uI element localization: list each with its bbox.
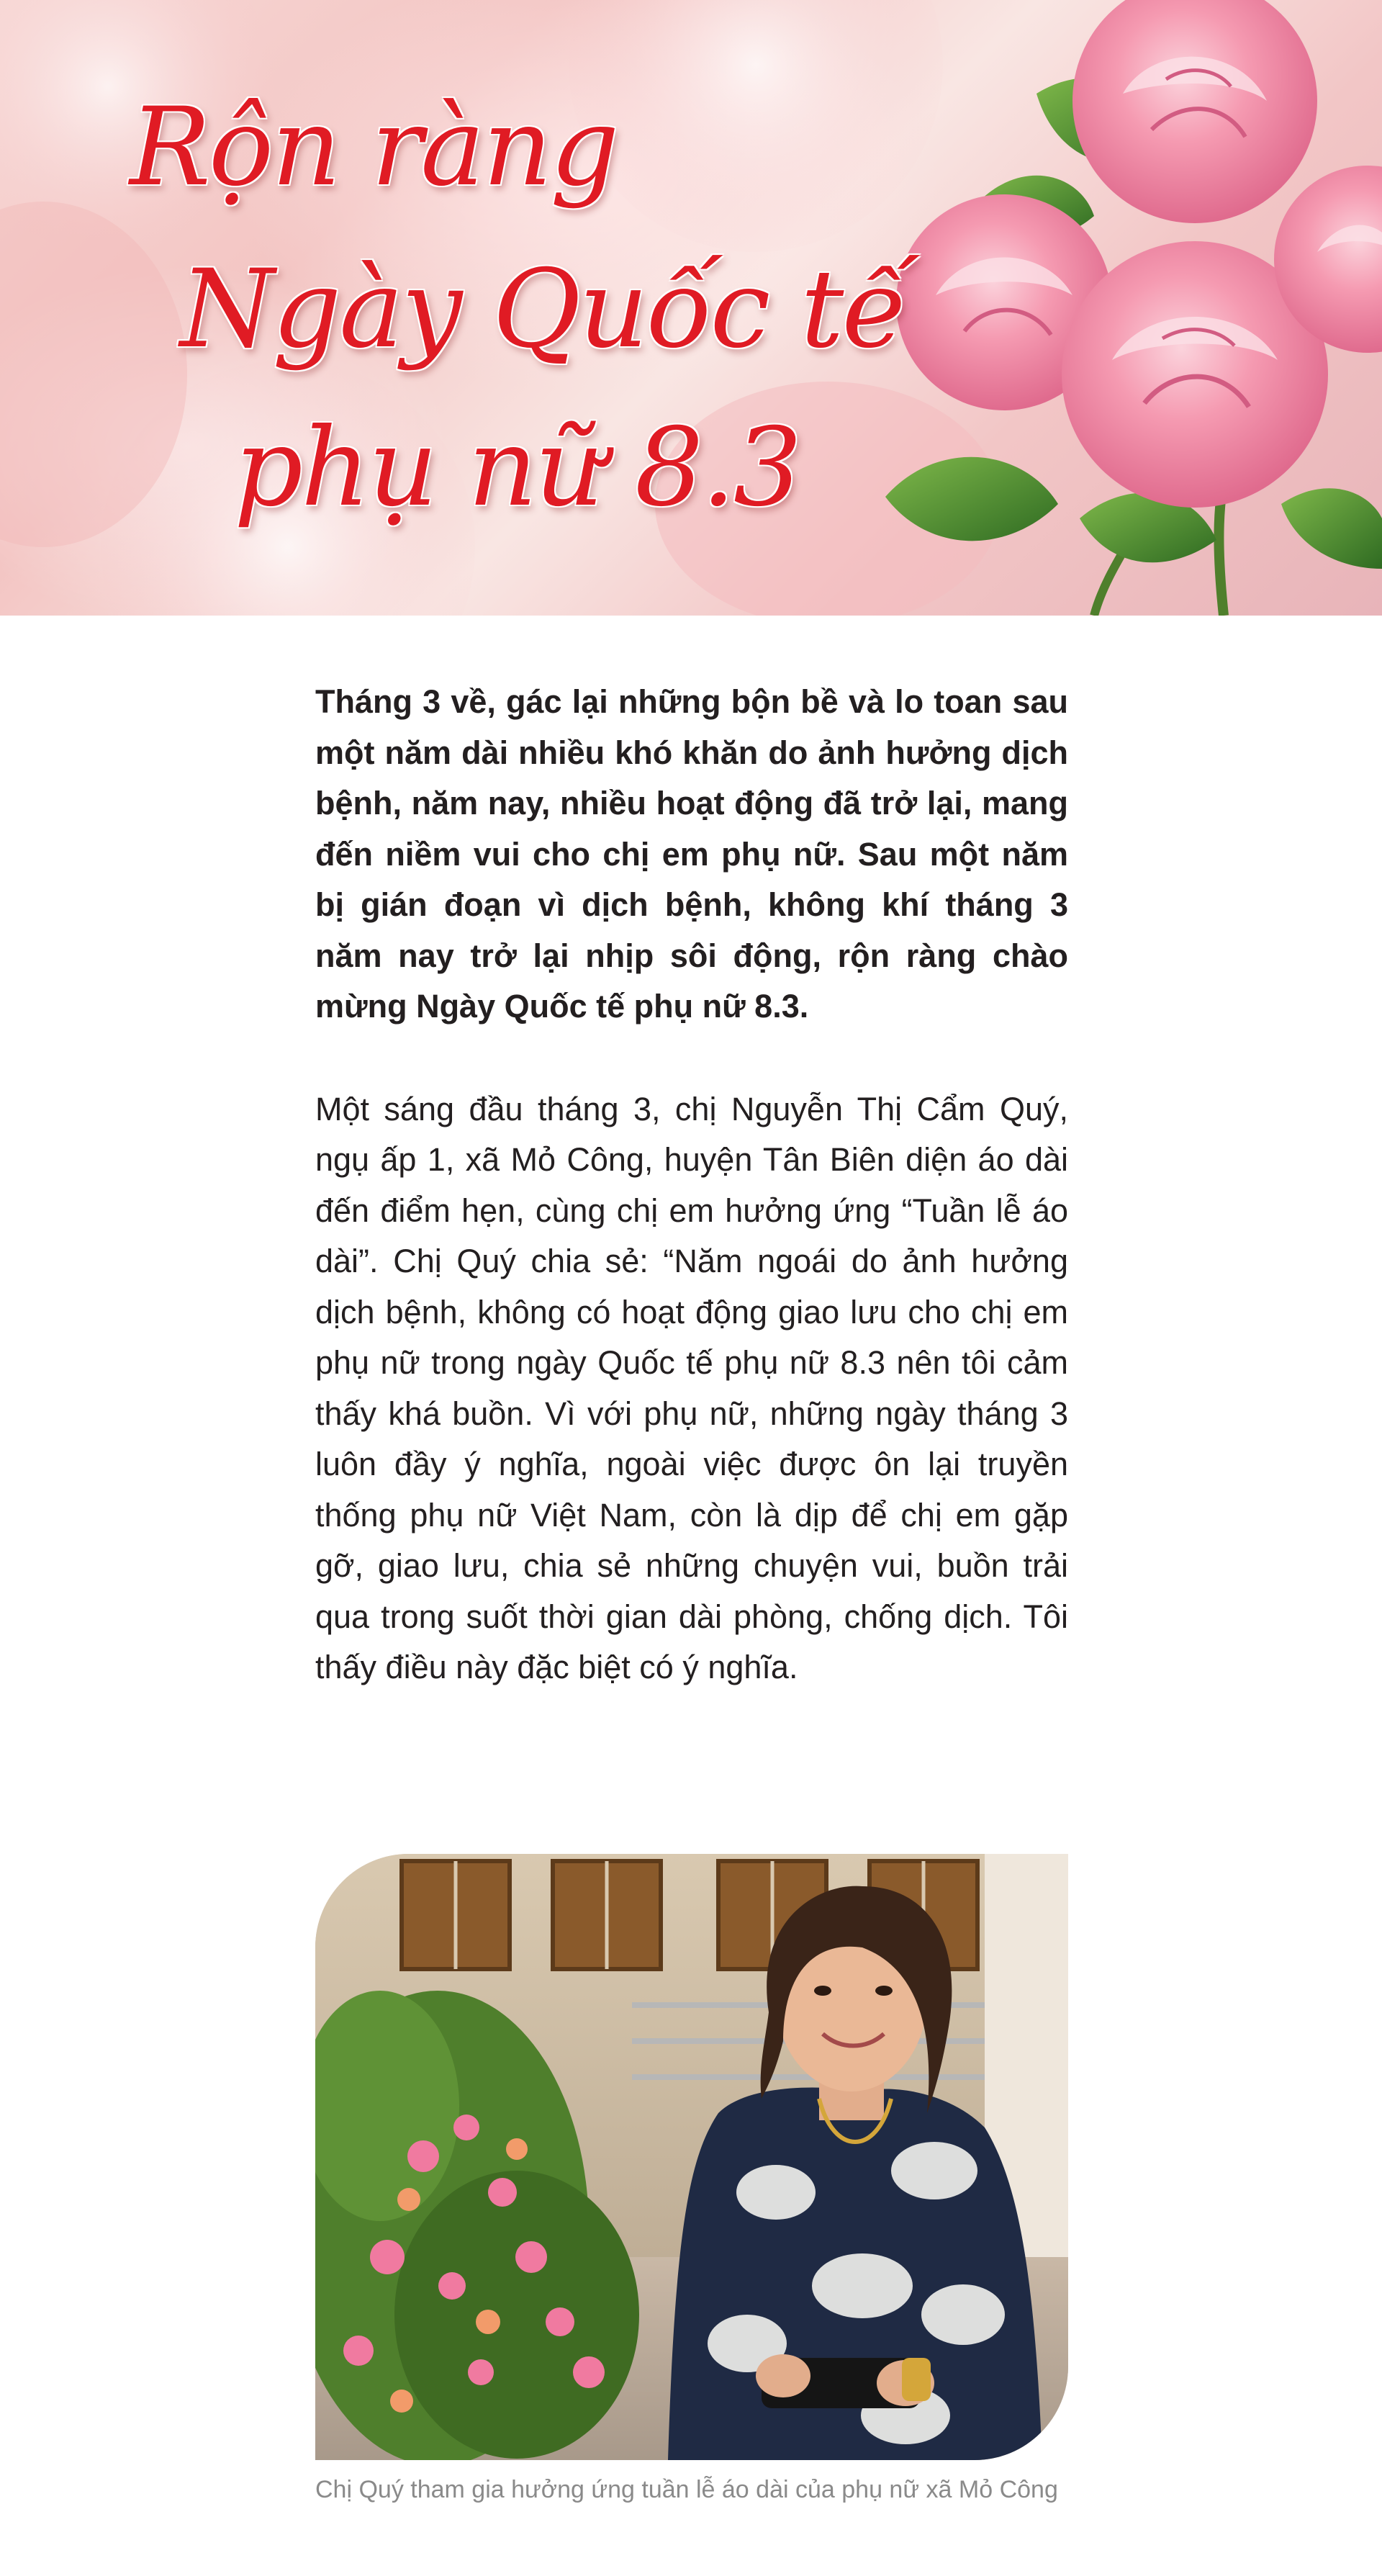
banner-title	[0, 0, 1382, 616]
article-photo	[315, 1854, 1068, 2460]
title-line-3: phụ nữ 8.3	[234, 405, 800, 531]
body-paragraph: Một sáng đầu tháng 3, chị Nguyễn Thị Cẩm Quý, ngụ ấp 1, xã Mỏ Công, huyện Tân Biên diện áo dài đến điểm hẹn, cùng chị em hưởng ứng “Tuần lễ áo dài”. Chị Quý chia sẻ: “Năm ngoái do ảnh hưởng dịch bệnh, không có hoạt động giao lưu cho chị em phụ nữ trong ngày Quốc tế phụ nữ 8.3 nên tôi cảm thấy khá buồn. Vì với phụ nữ, những ngày tháng 3 luôn đầy ý nghĩa, ngoài việc được ôn lại truyền thống phụ nữ Việt Nam, còn là dịp để chị em gặp gỡ, giao lưu, chia sẻ những chuyện vui, buồn trải qua trong suốt thời gian dài phòng, chống dịch. Tôi thấy điều này đặc biệt có ý nghĩa.	[315, 1090, 1068, 1685]
banner	[0, 0, 1382, 616]
photo-caption: Chị Quý tham gia hưởng ứng tuần lễ áo dài của phụ nữ xã Mỏ Công	[315, 2476, 1058, 2503]
woman-portrait-illustration	[315, 1854, 1068, 2460]
lead-paragraph: Tháng 3 về, gác lại những bộn bề và lo toan sau một năm dài nhiều khó khăn do ảnh hưởng dịch bệnh, năm nay, nhiều hoạt động đã trở lại, mang đến niềm vui cho chị em phụ nữ. Sau một năm bị gián đoạn vì dịch bệnh, không khí tháng 3 năm nay trở lại nhịp sôi động, rộn ràng chào mừng Ngày Quốc tế phụ nữ 8.3.	[315, 683, 1068, 1024]
title-line-2: Ngày Quốc tế	[180, 247, 906, 372]
article	[315, 677, 1068, 1693]
title-line-1: Rộn ràng	[130, 85, 618, 210]
